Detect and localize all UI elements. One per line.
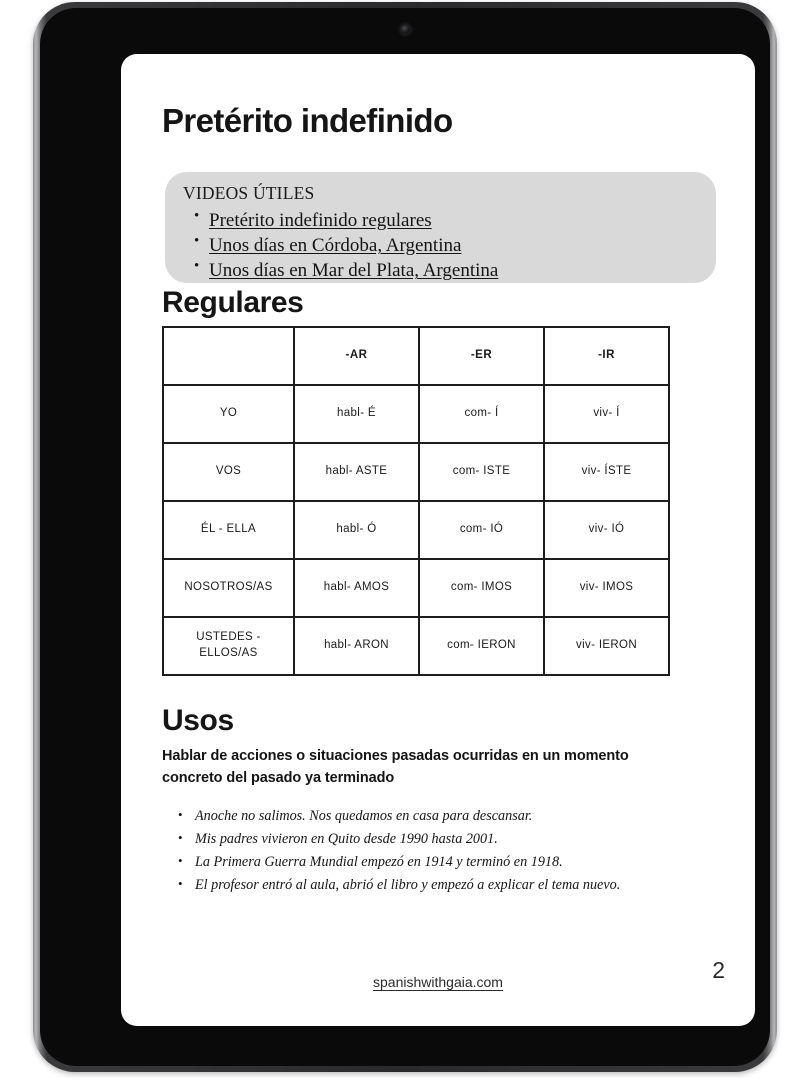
tablet-screen — [121, 54, 755, 1026]
usos-heading: Usos — [162, 704, 234, 737]
table-row — [163, 443, 669, 501]
table-row — [163, 501, 669, 559]
cell-pronoun: ÉL - ELLA — [163, 501, 294, 559]
cell-ir: viv- Í — [544, 385, 669, 443]
list-item[interactable] — [209, 208, 716, 233]
list-item: • El profesor entró al aula, abrió el libro y empezó a explicar el tema nuevo. — [178, 874, 698, 897]
table-row — [163, 559, 669, 617]
table-row — [163, 385, 669, 443]
cell-pronoun: NOSOTROS/AS — [163, 559, 294, 617]
tablet-frame — [33, 2, 777, 1072]
video-link[interactable]: Unos días en Córdoba, Argentina — [209, 235, 462, 257]
conjugation-table — [162, 326, 670, 676]
table-row — [163, 617, 669, 675]
list-item[interactable] — [209, 233, 716, 258]
cell-er: com- IERON — [419, 617, 544, 675]
cell-pronoun: YO — [163, 385, 294, 443]
videos-link-list — [183, 208, 716, 284]
cell-er: com- Í — [419, 385, 544, 443]
list-item: • Mis padres vivieron en Quito desde 1990 hasta 2001. — [178, 828, 698, 851]
cell-ir: viv- IMOS — [544, 559, 669, 617]
column-header-blank — [163, 327, 294, 385]
videos-utiles-box — [165, 172, 716, 283]
list-item: • La Primera Guerra Mundial empezó en 1914 y terminó en 1918. — [178, 851, 698, 874]
video-link[interactable]: Unos días en Mar del Plata, Argentina — [209, 260, 499, 282]
cell-ir: viv- IERON — [544, 617, 669, 675]
column-header-ir: -IR — [544, 327, 669, 385]
page-number: 2 — [712, 957, 725, 983]
cell-ir: viv- IÓ — [544, 501, 669, 559]
table-header-row — [163, 327, 669, 385]
page-title: Pretérito indefinido — [162, 102, 453, 139]
cell-ar: habl- Ó — [294, 501, 419, 559]
footer-link-text[interactable]: spanishwithgaia.com — [373, 974, 503, 990]
list-item[interactable] — [209, 258, 716, 283]
videos-utiles-label: VIDEOS ÚTILES — [183, 183, 315, 203]
column-header-er: -ER — [419, 327, 544, 385]
usos-subtitle: Hablar de acciones o situaciones pasadas ocurridas en un momento concreto del pasado ya terminado — [162, 748, 629, 786]
list-item: • Anoche no salimos. Nos quedamos en casa para descansar. — [178, 805, 698, 828]
cell-ir: viv- ÍSTE — [544, 443, 669, 501]
cell-pronoun: VOS — [163, 443, 294, 501]
cell-pronoun: USTEDES - ELLOS/AS — [163, 617, 294, 675]
cell-er: com- IÓ — [419, 501, 544, 559]
footer-website-link[interactable] — [121, 974, 755, 990]
cell-ar: habl- ASTE — [294, 443, 419, 501]
cell-ar: habl- É — [294, 385, 419, 443]
cell-er: com- ISTE — [419, 443, 544, 501]
cell-ar: habl- AMOS — [294, 559, 419, 617]
camera-dot-icon — [401, 25, 410, 34]
video-link[interactable]: Pretérito indefinido regulares — [209, 209, 432, 231]
regulares-heading: Regulares — [162, 286, 304, 319]
cell-ar: habl- ARON — [294, 617, 419, 675]
column-header-ar: -AR — [294, 327, 419, 385]
cell-er: com- IMOS — [419, 559, 544, 617]
usos-example-list — [178, 805, 698, 897]
document-page — [121, 54, 755, 1026]
